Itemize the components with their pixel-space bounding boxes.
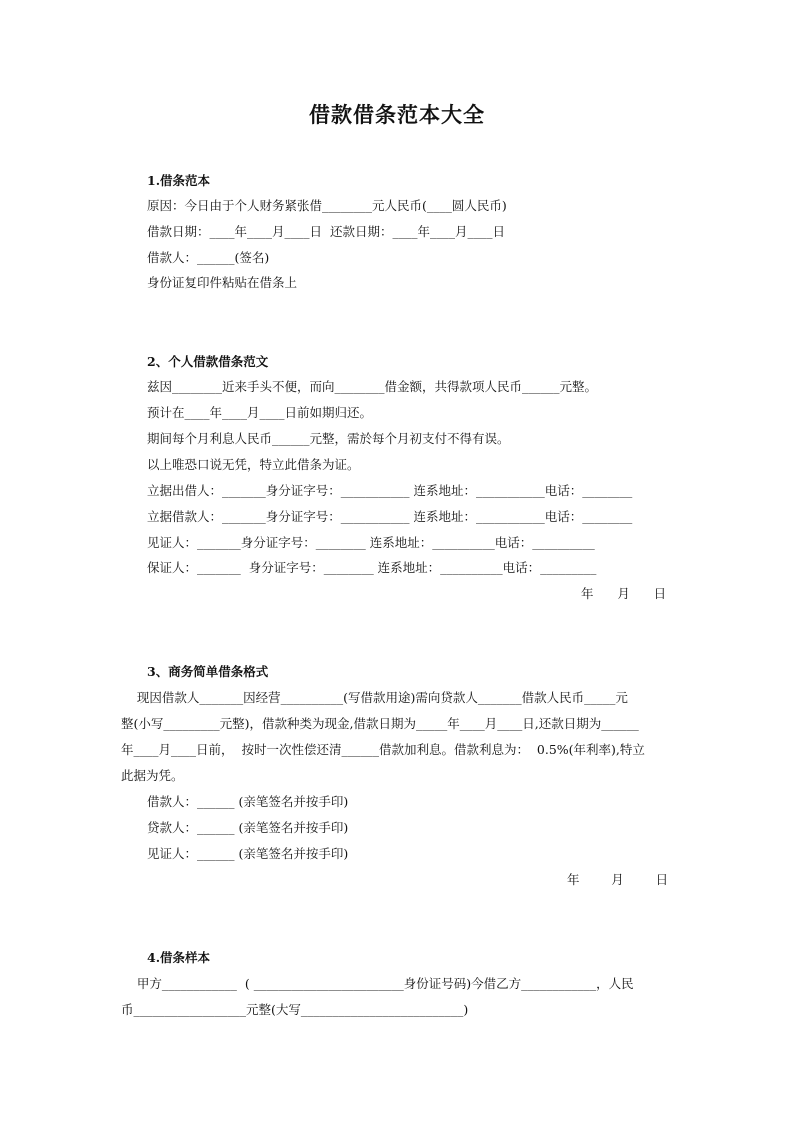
section1-heading: 1.借条范本 [147, 173, 211, 188]
section1-line: 身份证复印件粘贴在借条上 [147, 275, 298, 290]
section2-line: 见证人：_______身分证字号：________ 连系地址：__________电话：__________ [147, 535, 595, 550]
section4-line: 币__________________元整(大写__________________________) [121, 1002, 469, 1017]
section3-paragraph-line: 年____月____日前， 按时一次性偿还清______借款加利息。借款利息为： 0.5%(年利率),特立 [121, 742, 645, 757]
section2-date: 年 月 日 [581, 586, 667, 601]
section2-line: 兹因________近来手头不便，而向________借金额，共得款项人民币______元整。 [147, 379, 598, 394]
section3-paragraph-line: 整(小写_________元整)，借款种类为现金,借款日期为_____年____月____日,还款日期为______ [121, 716, 639, 731]
document-title: 借款借条范本大全 [309, 102, 485, 127]
section3-date: 年 月 日 [567, 872, 669, 887]
section4-line: 甲方____________ ( ________________________身份证号码)今借乙方____________，人民 [121, 976, 634, 991]
section2-line: 保证人：_______ 身分证字号：________ 连系地址：__________电话：_________ [147, 560, 597, 575]
section1-line: 借款日期：____年____月____日 还款日期：____年____月____日 [147, 224, 505, 239]
section2-heading: 2、个人借款借条范文 [147, 354, 269, 369]
section3-paragraph-line: 现因借款人_______因经营__________(写借款用途)需向贷款人_______借款人民币_____元 [121, 690, 628, 705]
section2-line: 期间每个月利息人民币______元整，需於每个月初支付不得有误。 [147, 431, 510, 446]
section1-line: 原因：今日由于个人财务紧张借________元人民币(____圆人民币) [147, 198, 507, 213]
section3-signer: 借款人：______ (亲笔签名并按手印) [147, 794, 349, 809]
section2-line: 立据借款人：_______身分证字号：___________ 连系地址：___________电话：________ [147, 509, 633, 524]
section4-heading: 4.借条样本 [147, 950, 211, 965]
section3-heading: 3、商务简单借条格式 [147, 664, 269, 679]
section3-signer: 见证人：______ (亲笔签名并按手印) [147, 846, 349, 861]
section2-line: 预计在____年____月____日前如期归还。 [147, 405, 373, 420]
section3-paragraph-line: 此据为凭。 [121, 768, 184, 783]
section2-line: 以上唯恐口说无凭，特立此借条为证。 [147, 457, 360, 472]
section1-line: 借款人：______(签名) [147, 250, 270, 265]
section2-line: 立据出借人：_______身分证字号：___________ 连系地址：___________电话：________ [147, 483, 633, 498]
section3-signer: 贷款人：______ (亲笔签名并按手印) [147, 820, 349, 835]
